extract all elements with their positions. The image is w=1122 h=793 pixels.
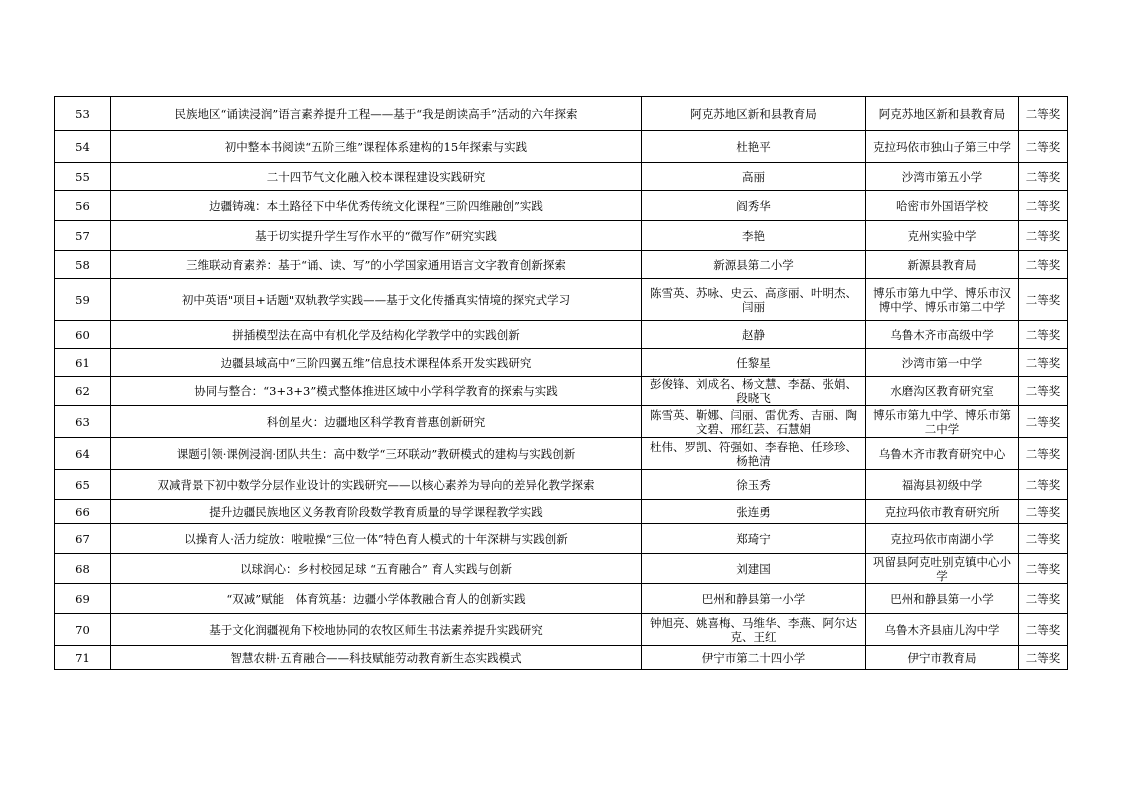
unit-cell: 克拉玛依市独山子第三中学 — [866, 131, 1019, 163]
unit-cell: 阿克苏地区新和县教育局 — [866, 97, 1019, 131]
table-row — [55, 97, 1068, 131]
table-row — [55, 646, 1068, 670]
project-title-cell: 三维联动育素养：基于“诵、读、写”的小学国家通用语言文字教育创新探索 — [111, 251, 642, 279]
project-title-cell: “双减”赋能 体育筑基：边疆小学体教融合育人的创新实践 — [111, 584, 642, 614]
author-cell: 陈雪英、靳娜、闫丽、雷优秀、吉丽、陶文碧、邢红芸、石慧娟 — [642, 406, 866, 438]
unit-cell: 伊宁市教育局 — [866, 646, 1019, 670]
unit-cell: 水磨沟区教育研究室 — [866, 377, 1019, 406]
project-title-cell: 科创星火：边疆地区科学教育普惠创新研究 — [111, 406, 642, 438]
table-row — [55, 524, 1068, 554]
award-number-cell: 60 — [55, 321, 111, 349]
author-cell: 刘建国 — [642, 554, 866, 584]
award-level-cell: 二等奖 — [1019, 321, 1068, 349]
project-title-cell: 以球润心：乡村校园足球 “五育融合” 育人实践与创新 — [111, 554, 642, 584]
unit-cell: 博乐市第九中学、博乐市第二中学 — [866, 406, 1019, 438]
award-level-cell: 二等奖 — [1019, 377, 1068, 406]
unit-cell: 克州实验中学 — [866, 221, 1019, 251]
table-row — [55, 163, 1068, 191]
award-level-cell: 二等奖 — [1019, 279, 1068, 321]
table-row — [55, 614, 1068, 646]
award-number-cell: 61 — [55, 349, 111, 377]
award-level-cell: 二等奖 — [1019, 438, 1068, 470]
unit-cell: 克拉玛依市教育研究所 — [866, 500, 1019, 524]
awards-table-body — [55, 97, 1068, 670]
project-title-cell: 边疆县域高中“三阶四翼五维”信息技术课程体系开发实践研究 — [111, 349, 642, 377]
project-title-cell: 初中英语"项目+话题"双轨教学实践——基于文化传播真实情境的探究式学习 — [111, 279, 642, 321]
award-level-cell: 二等奖 — [1019, 500, 1068, 524]
project-title-cell: 双减背景下初中数学分层作业设计的实践研究——以核心素养为导向的差异化教学探索 — [111, 470, 642, 500]
award-number-cell: 70 — [55, 614, 111, 646]
table-row — [55, 438, 1068, 470]
award-number-cell: 66 — [55, 500, 111, 524]
unit-cell: 乌鲁木齐市教育研究中心 — [866, 438, 1019, 470]
table-row — [55, 321, 1068, 349]
unit-cell: 沙湾市第五小学 — [866, 163, 1019, 191]
author-cell: 巴州和静县第一小学 — [642, 584, 866, 614]
project-title-cell: 基于切实提升学生写作水平的“微写作”研究实践 — [111, 221, 642, 251]
unit-cell: 沙湾市第一中学 — [866, 349, 1019, 377]
author-cell: 新源县第二小学 — [642, 251, 866, 279]
project-title-cell: 二十四节气文化融入校本课程建设实践研究 — [111, 163, 642, 191]
award-number-cell: 63 — [55, 406, 111, 438]
author-cell: 郑琦宁 — [642, 524, 866, 554]
award-level-cell: 二等奖 — [1019, 221, 1068, 251]
table-row — [55, 191, 1068, 221]
author-cell: 陈雪英、苏咏、史云、高彦丽、叶明杰、闫丽 — [642, 279, 866, 321]
project-title-cell: 边疆铸魂：本土路径下中华优秀传统文化课程“三阶四维融创”实践 — [111, 191, 642, 221]
author-cell: 徐玉秀 — [642, 470, 866, 500]
awards-table — [54, 96, 1068, 670]
table-row — [55, 349, 1068, 377]
award-level-cell: 二等奖 — [1019, 554, 1068, 584]
award-level-cell: 二等奖 — [1019, 614, 1068, 646]
table-row — [55, 554, 1068, 584]
unit-cell: 福海县初级中学 — [866, 470, 1019, 500]
table-row — [55, 131, 1068, 163]
award-level-cell: 二等奖 — [1019, 646, 1068, 670]
award-level-cell: 二等奖 — [1019, 470, 1068, 500]
project-title-cell: 智慧农耕·五育融合——科技赋能劳动教育新生态实践模式 — [111, 646, 642, 670]
table-row — [55, 584, 1068, 614]
author-cell: 阿克苏地区新和县教育局 — [642, 97, 866, 131]
author-cell: 李艳 — [642, 221, 866, 251]
award-level-cell: 二等奖 — [1019, 524, 1068, 554]
unit-cell: 巴州和静县第一小学 — [866, 584, 1019, 614]
award-number-cell: 71 — [55, 646, 111, 670]
unit-cell: 巩留县阿克吐别克镇中心小学 — [866, 554, 1019, 584]
author-cell: 彭俊锋、刘成名、杨文慧、李磊、张娟、段晓飞 — [642, 377, 866, 406]
award-number-cell: 55 — [55, 163, 111, 191]
award-number-cell: 53 — [55, 97, 111, 131]
author-cell: 赵静 — [642, 321, 866, 349]
table-row — [55, 279, 1068, 321]
author-cell: 张连勇 — [642, 500, 866, 524]
author-cell: 钟旭亮、姚喜梅、马维华、李燕、阿尔达克、王红 — [642, 614, 866, 646]
award-level-cell: 二等奖 — [1019, 97, 1068, 131]
author-cell: 高丽 — [642, 163, 866, 191]
unit-cell: 乌鲁木齐县庙儿沟中学 — [866, 614, 1019, 646]
award-number-cell: 69 — [55, 584, 111, 614]
author-cell: 伊宁市第二十四小学 — [642, 646, 866, 670]
project-title-cell: 以操育人·活力绽放：啦啦操“三位一体”特色育人模式的十年深耕与实践创新 — [111, 524, 642, 554]
award-number-cell: 67 — [55, 524, 111, 554]
unit-cell: 克拉玛依市南湖小学 — [866, 524, 1019, 554]
table-row — [55, 221, 1068, 251]
award-number-cell: 54 — [55, 131, 111, 163]
table-row — [55, 470, 1068, 500]
table-row — [55, 500, 1068, 524]
unit-cell: 哈密市外国语学校 — [866, 191, 1019, 221]
author-cell: 阎秀华 — [642, 191, 866, 221]
author-cell: 杜艳平 — [642, 131, 866, 163]
project-title-cell: 课题引领·课例浸润·团队共生：高中数学“三环联动”教研模式的建构与实践创新 — [111, 438, 642, 470]
table-row — [55, 377, 1068, 406]
award-number-cell: 56 — [55, 191, 111, 221]
table-row — [55, 406, 1068, 438]
project-title-cell: 拼插模型法在高中有机化学及结构化学教学中的实践创新 — [111, 321, 642, 349]
award-number-cell: 68 — [55, 554, 111, 584]
unit-cell: 新源县教育局 — [866, 251, 1019, 279]
award-level-cell: 二等奖 — [1019, 131, 1068, 163]
project-title-cell: 基于文化润疆视角下校地协同的农牧区师生书法素养提升实践研究 — [111, 614, 642, 646]
unit-cell: 博乐市第九中学、博乐市汉博中学、博乐市第二中学 — [866, 279, 1019, 321]
award-number-cell: 62 — [55, 377, 111, 406]
author-cell: 任黎星 — [642, 349, 866, 377]
unit-cell: 乌鲁木齐市高级中学 — [866, 321, 1019, 349]
award-number-cell: 57 — [55, 221, 111, 251]
award-number-cell: 65 — [55, 470, 111, 500]
award-level-cell: 二等奖 — [1019, 191, 1068, 221]
award-number-cell: 58 — [55, 251, 111, 279]
award-level-cell: 二等奖 — [1019, 349, 1068, 377]
project-title-cell: 协同与整合：“3+3+3”模式整体推进区域中小学科学教育的探索与实践 — [111, 377, 642, 406]
award-number-cell: 59 — [55, 279, 111, 321]
award-level-cell: 二等奖 — [1019, 163, 1068, 191]
project-title-cell: 初中整本书阅读“五阶三维”课程体系建构的15年探索与实践 — [111, 131, 642, 163]
project-title-cell: 提升边疆民族地区义务教育阶段数学教育质量的导学课程教学实践 — [111, 500, 642, 524]
award-level-cell: 二等奖 — [1019, 251, 1068, 279]
award-level-cell: 二等奖 — [1019, 584, 1068, 614]
award-level-cell: 二等奖 — [1019, 406, 1068, 438]
author-cell: 杜伟、罗凯、符强如、李春艳、任珍珍、杨艳清 — [642, 438, 866, 470]
award-number-cell: 64 — [55, 438, 111, 470]
table-row — [55, 251, 1068, 279]
project-title-cell: 民族地区“诵读浸润”语言素养提升工程——基于“我是朗读高手”活动的六年探索 — [111, 97, 642, 131]
